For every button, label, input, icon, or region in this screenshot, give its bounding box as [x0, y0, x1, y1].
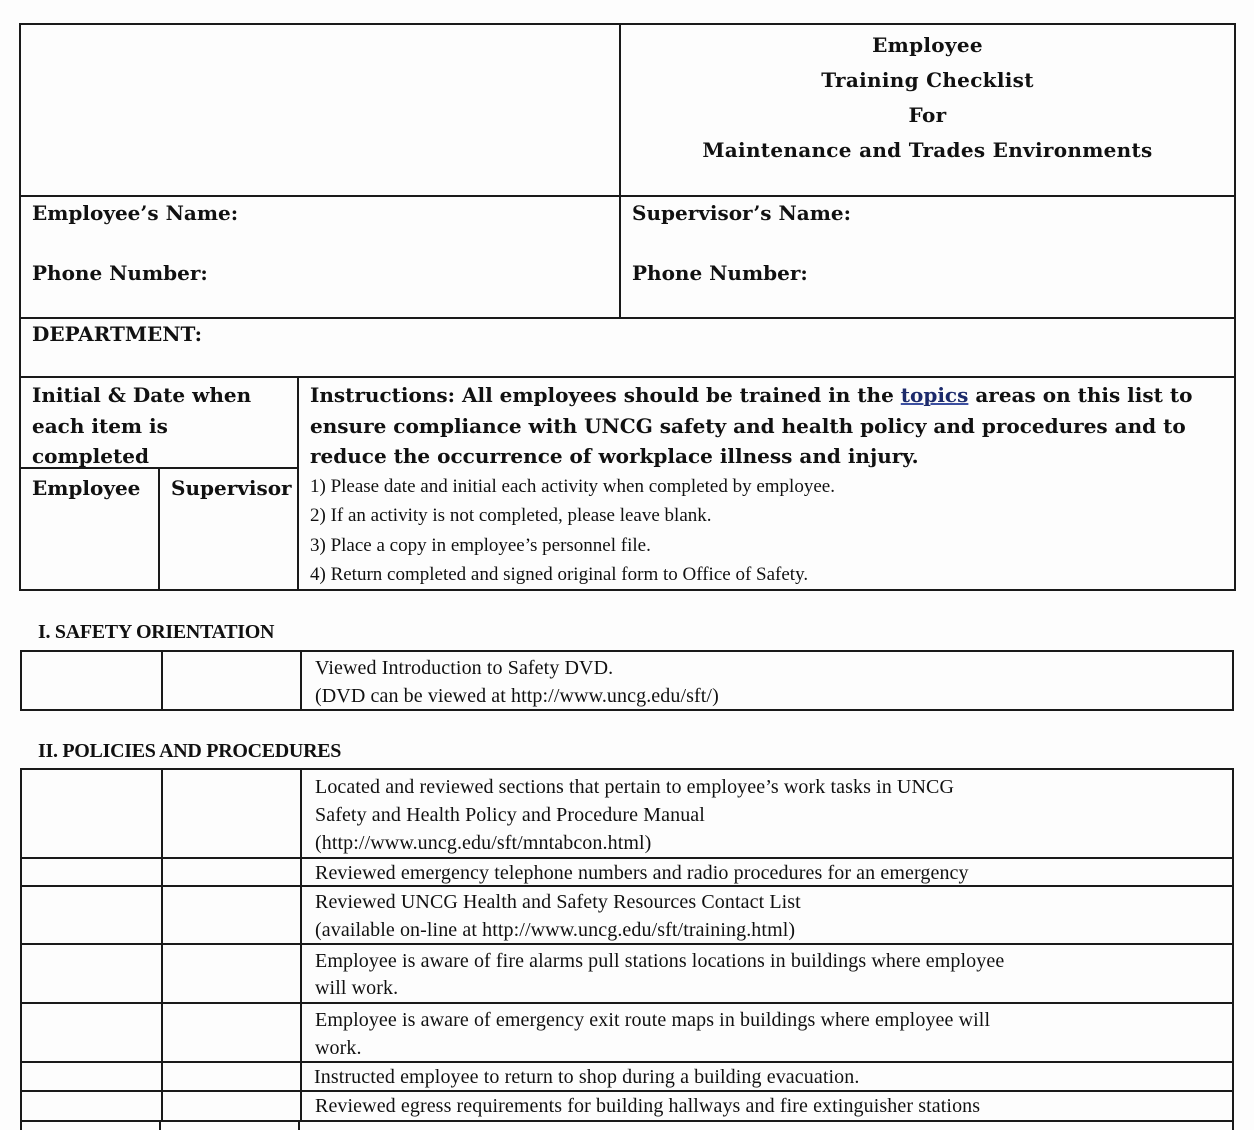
task-cell: [302, 1006, 1232, 1061]
supervisor-initial-cell[interactable]: [161, 1004, 302, 1061]
supervisor-column-header: Supervisor: [171, 476, 292, 500]
instruction-item: 4) Return completed and signed original form to Office of Safety.: [310, 564, 809, 585]
instructions-text: areas on this list to: [968, 383, 1193, 407]
supervisor-initial-cell[interactable]: [161, 770, 302, 857]
task-cell: [302, 773, 1232, 857]
supervisor-phone-field[interactable]: Phone Number:: [632, 261, 808, 285]
header-text: Initial & Date when: [32, 383, 252, 407]
employee-initial-cell[interactable]: [22, 945, 163, 1002]
checklist-row: [20, 768, 1234, 859]
employee-initial-cell[interactable]: [20, 1120, 161, 1130]
task-text: work.: [315, 1037, 362, 1059]
supervisor-initial-cell[interactable]: [161, 945, 302, 1002]
checklist-row: [20, 1090, 1234, 1122]
instruction-item: 1) Please date and initial each activity when completed by employee.: [310, 475, 835, 497]
task-cell: [302, 859, 1232, 885]
checklist-row: [20, 650, 1234, 711]
supervisor-initial-cell[interactable]: [161, 1092, 302, 1120]
divider: [297, 376, 299, 590]
instructions-text: ensure compliance with UNCG safety and health policy and procedures and to: [310, 413, 1186, 438]
checklist-row: [20, 943, 1234, 1004]
instructions-intro: [310, 380, 1230, 411]
task-text: Located and reviewed sections that pertain to employee’s work tasks in UNCG: [315, 776, 954, 798]
title-line: Employee: [872, 33, 983, 57]
supervisor-name-field[interactable]: Supervisor’s Name:: [632, 201, 852, 225]
department-field[interactable]: DEPARTMENT:: [32, 322, 203, 346]
task-text: Reviewed UNCG Health and Safety Resources Contact List: [315, 891, 801, 913]
checklist-row: [20, 857, 1234, 887]
header-text: completed: [32, 444, 149, 468]
instruction-item: 3) Place a copy in employee’s personnel file.: [310, 534, 651, 556]
task-cell: [302, 1063, 1232, 1090]
task-text: (available on-line at http://www.uncg.edu/sft/training.html): [315, 919, 796, 941]
checklist-row: [20, 885, 1234, 945]
task-text: (DVD can be viewed at http://www.uncg.edu/sft/): [315, 685, 719, 707]
task-text: Safety and Health Policy and Procedure Manual: [315, 804, 705, 826]
task-text: Reviewed egress requirements for building hallways and fire extinguisher stations: [315, 1095, 981, 1117]
title-line: Maintenance and Trades Environments: [702, 138, 1153, 162]
checklist-row: [20, 1002, 1234, 1063]
employee-initial-cell[interactable]: [22, 1092, 163, 1120]
divider: [19, 317, 1236, 319]
task-cell: [302, 888, 1232, 943]
task-text: Employee is aware of fire alarms pull stations locations in buildings where employee: [315, 950, 1005, 972]
employee-initial-cell[interactable]: [22, 887, 163, 943]
document-title: [621, 28, 1234, 168]
employee-initial-cell[interactable]: [22, 1004, 163, 1061]
divider: [19, 376, 1236, 378]
supervisor-initial-cell[interactable]: [161, 1063, 302, 1090]
employee-initial-cell[interactable]: [22, 770, 163, 857]
task-text: Reviewed emergency telephone numbers and radio procedures for an emergency: [315, 862, 969, 884]
instruction-item: 2) If an activity is not completed, please leave blank.: [310, 505, 712, 526]
task-text: Employee is aware of emergency exit route maps in buildings where employee will: [315, 1009, 991, 1031]
initial-date-header: [32, 380, 251, 472]
instructions-text: reduce the occurrence of workplace illness and injury.: [310, 444, 919, 468]
employee-name-field[interactable]: Employee’s Name:: [32, 201, 239, 225]
section-heading: II. POLICIES AND PROCEDURES: [38, 740, 342, 762]
section-heading: I. SAFETY ORIENTATION: [38, 621, 275, 643]
employee-initial-cell[interactable]: [22, 652, 163, 709]
instructions-block: [310, 380, 1230, 590]
title-line: For: [908, 103, 947, 127]
supervisor-initial-cell[interactable]: [159, 1120, 300, 1130]
task-text: Instructed employee to return to shop during a building evacuation.: [314, 1066, 860, 1088]
task-text: Viewed Introduction to Safety DVD.: [315, 657, 614, 679]
task-text: will work.: [315, 977, 399, 999]
header-text: each item is: [32, 413, 168, 438]
employee-initial-cell[interactable]: [22, 859, 163, 885]
supervisor-initial-cell[interactable]: [161, 652, 302, 709]
topics-link[interactable]: topics: [900, 383, 969, 407]
task-cell: [302, 1092, 1232, 1120]
task-cell: [302, 654, 1232, 709]
employee-column-header: Employee: [32, 476, 141, 500]
title-line: Training Checklist: [821, 68, 1034, 92]
supervisor-initial-cell[interactable]: [161, 859, 302, 885]
supervisor-initial-cell[interactable]: [161, 887, 302, 943]
checklist-row: [20, 1120, 1234, 1130]
checklist-row: [20, 1061, 1234, 1092]
task-cell: [302, 948, 1232, 1002]
task-text: (http://www.uncg.edu/sft/mntabcon.html): [315, 832, 652, 854]
employee-initial-cell[interactable]: [22, 1063, 163, 1090]
divider: [19, 195, 1236, 197]
instructions-text: Instructions: All employees should be trained in the: [310, 383, 901, 407]
logo-area: [21, 25, 618, 195]
employee-phone-field[interactable]: Phone Number:: [32, 261, 208, 285]
divider: [158, 467, 160, 590]
